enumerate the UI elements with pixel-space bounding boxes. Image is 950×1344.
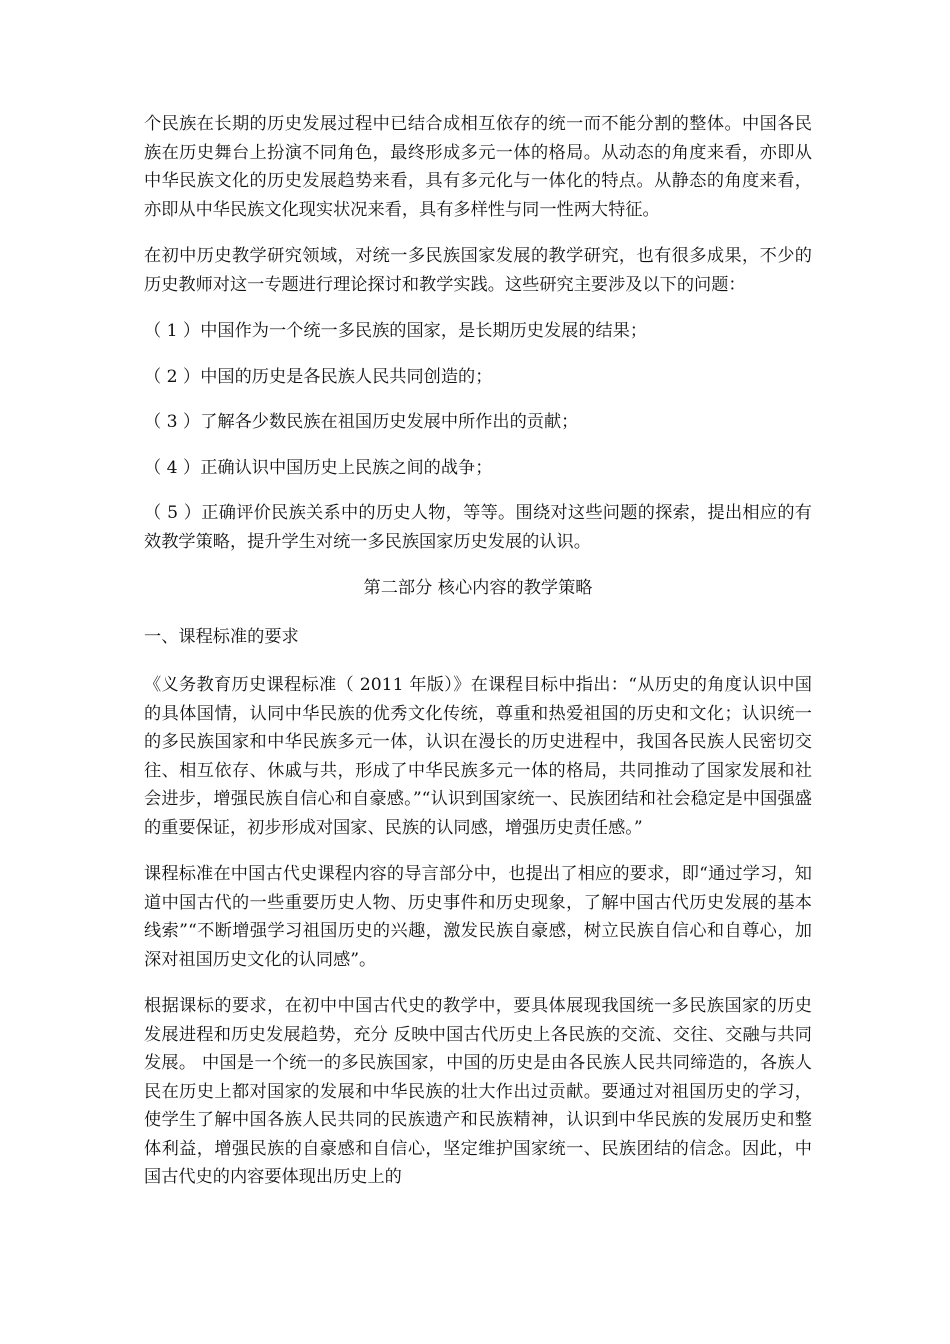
list-item-2: （ 2 ）中国的历史是各民族人民共同创造的； xyxy=(144,366,493,387)
part-title: 第二部分 核心内容的教学策略 xyxy=(363,578,593,598)
paragraph-ancient-history: 课程标准在中国古代史课程内容的导言部分中，也提出了相应的要求，即“通过学习，知道中国古代的一些重要历史人物、历史事件和历史现象，了解中国古代历史发展的基本线索”“不断增强学习祖国历史的兴趣，激发民族自豪感，树立民族自信心和自尊心，加深对祖国历史文化的认同感”。 xyxy=(144,864,812,970)
paragraph-standard: 《义务教育历史课程标准（ 2011 年版）》在课程目标中指出：“从历史的角度认识中国的具体国情，认同中华民族的优秀文化传统，尊重和热爱祖国的历史和文化；认识统一的多民族国家和中华民族多元一体，认识在漫长的历史进程中，我国各民族人民密切交往、相互依存、休戚与共，形成了中华民族多元一体的格局，共同推动了国家发展和社会进步，增强民族自信心和自豪感。”“认识到国家统一、民族团结和社会稳定是中国强盛的重要保证，初步形成对国家、民族的认同感，增强历史责任感。” xyxy=(144,675,812,838)
paragraph-research: 在初中历史教学研究领域，对统一多民族国家发展的教学研究，也有很多成果，不少的历史教师对这一专题进行理论探讨和教学实践。这些研究主要涉及以下的问题： xyxy=(144,246,812,295)
list-item-5: （ 5 ）正确评价民族关系中的历史人物，等等。围绕对这些问题的探索，提出相应的有效教学策略，提升学生对统一多民族国家历史发展的认识。 xyxy=(144,503,812,552)
paragraph-conclusion: 根据课标的要求，在初中中国古代史的教学中，要具体展现我国统一多民族国家的历史发展进程和历史发展趋势，充分 反映中国古代历史上各民族的交流、交往、交融与共同发展。 中国是一个统一的多民族国家，中国的历史是由各民族人民共同缔造的，各族人民在历史上都对国家的发展和中华民族的壮大作出过贡献。要通过对祖国历史的学习，使学生了解中国各族人民共同的民族遗产和民族精神，认识到中华民族的发展历史和整体利益，增强民族的自豪感和自信心，坚定维护国家统一、民族团结的信念。因此，中国古代史的内容要体现出历史上的 xyxy=(144,996,812,1187)
list-item-4: （ 4 ）正确认识中国历史上民族之间的战争； xyxy=(144,457,493,478)
paragraph-intro: 个民族在长期的历史发展过程中已结合成相互依存的统一而不能分割的整体。中国各民族在历史舞台上扮演不同角色，最终形成多元一体的格局。从动态的角度来看，亦即从中华民族文化的历史发展趋势来看，具有多元化与一体化的特点。从静态的角度来看，亦即从中华民族文化现实状况来看，具有多样性与同一性两大特征。 xyxy=(144,114,812,220)
list-item-3: （ 3 ）了解各少数民族在祖国历史发展中所作出的贡献； xyxy=(144,412,579,432)
document-page xyxy=(144,110,812,1210)
list-item-1: （ 1 ）中国作为一个统一多民族的国家，是长期历史发展的结果； xyxy=(144,321,648,341)
section-title: 一、课程标准的要求 xyxy=(144,626,299,647)
